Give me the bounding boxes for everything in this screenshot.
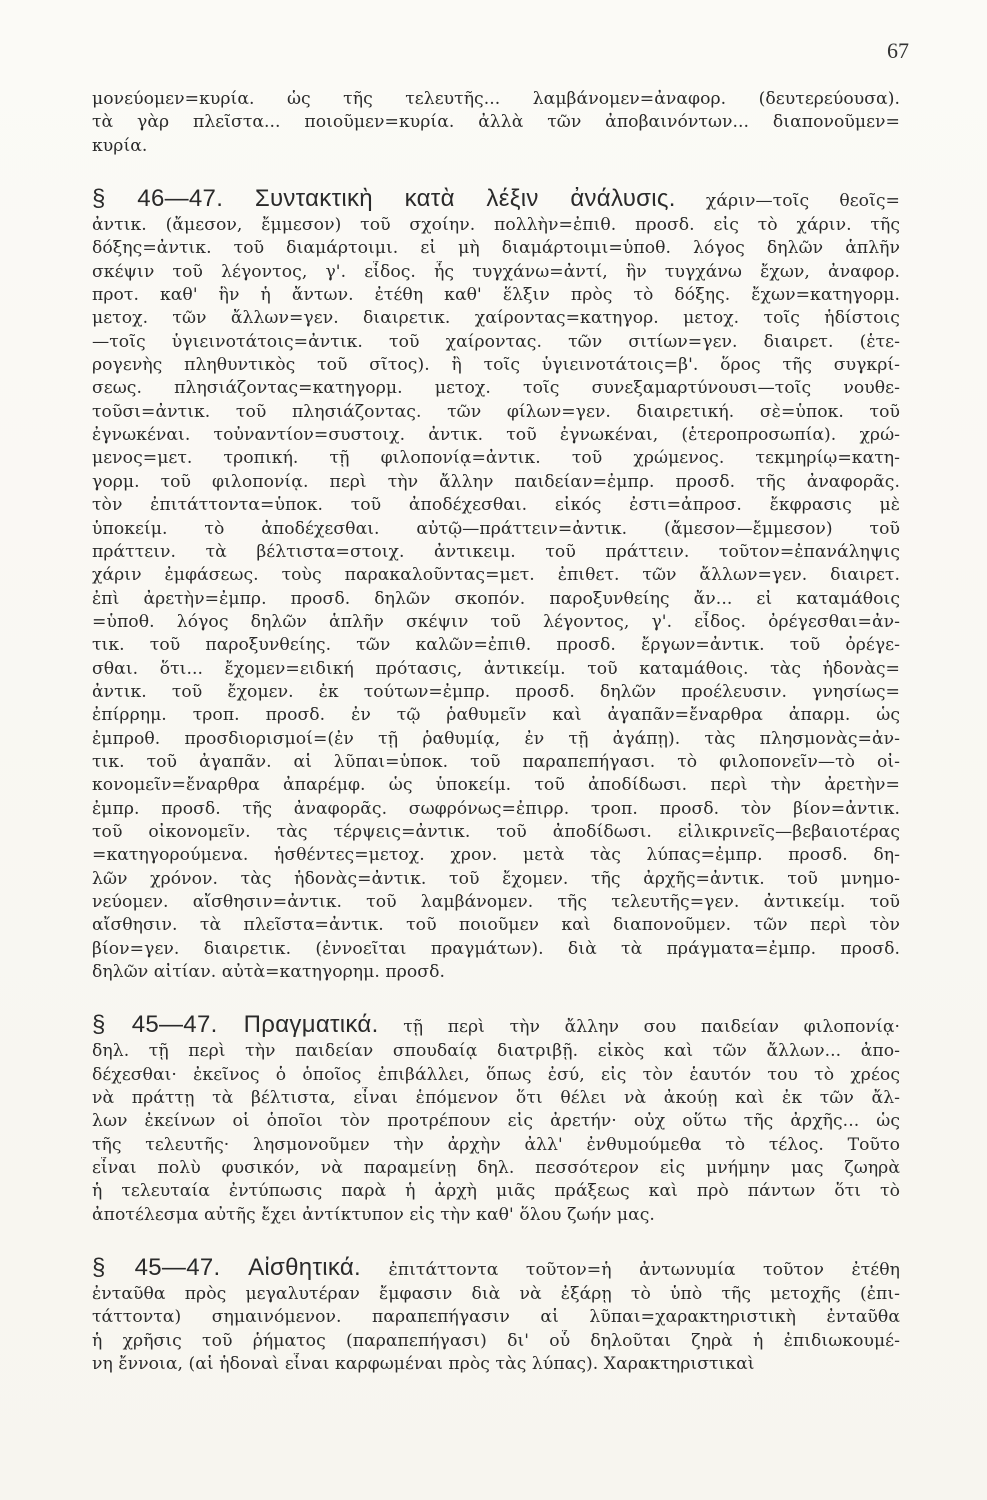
heading-line-text: χάριν—τοῖς θεοῖς= [675,191,900,212]
text-line: εἶναι πολὺ φυσικόν, νὰ παραμείνῃ δηλ. πεσσότερον εἰς μνήμην μας ζωηρὰ [92,1158,900,1179]
text-line: μετοχ. τῶν ἄλλων=γεν. διαιρετικ. χαίροντας=κατηγορ. μετοχ. τοῖς ἡδίστοις [92,308,900,329]
text-line: ἐπὶ ἀρετὴν=ἐμπρ. προσδ. δηλῶν σκοπόν. παροξυνθείης ἄν... εἰ καταμάθοις [92,588,900,609]
text-line: ἐνταῦθα πρὸς μεγαλυτέραν ἔμφασιν διὰ νὰ ἐξάρῃ τὸ ὑπὸ τῆς μετοχῆς (ἐπι- [92,1284,900,1305]
section-heading: § 45—47. Αἰσθητικά. [92,1254,362,1282]
text-line: πράττειν. τὰ βέλτιστα=στοιχ. ἀντικειμ. τοῦ πράττειν. τοῦτον=ἐπανάληψις [92,541,900,562]
text-line: ἡ χρῆσις τοῦ ῥήματος (παραπεπήγασι) δι' οὗ δηλοῦται ζηρὰ ἡ ἐπιδιωκουμέ- [92,1330,900,1351]
page-body [92,88,900,1403]
text-line: τάττοντα) σημαινόμενον. παραπεπήγασιν αἱ λῦπαι=χαρακτηριστικὴ ἐνταῦθα [92,1307,900,1328]
text-line: ρογενὴς πληθυντικὸς τοῦ σῖτος). ἢ τοῖς ὑγιεινοτάτοις=β'. ὅρος τῆς συγκρί- [92,355,900,376]
text-line: ἀντικ. (ἄμεσον, ἔμμεσον) τοῦ σχοίην. πολλὴν=ἐπιθ. προσδ. εἰς τὸ χάριν. τῆς [92,215,900,236]
text-line: νεύομεν. αἴσθησιν=ἀντικ. τοῦ λαμβάνομεν. τῆς τελευτῆς=γεν. ἀντικείμ. τοῦ [92,892,900,912]
text-line: ἐπίρρημ. τροπ. προσδ. ἐν τῷ ῥαθυμεῖν καὶ ἀγαπᾶν=ἔναρθρα ἀπαρμ. ὡς [92,705,900,726]
text-line [92,1253,900,1283]
page-number: 67 [887,38,909,63]
text-line: =ὑποθ. λόγος δηλῶν ἁπλῆν σκέψιν τοῦ λέγοντος, γ'. εἶδος. ὀρέγεσθαι=ἀν- [92,611,900,632]
text-line: ὑποκείμ. τὸ ἀποδέχεσθαι. αὐτῷ—πράττειν=ἀντικ. (ἄμεσον—ἔμμεσον) τοῦ [92,518,900,539]
text-line: τὸν ἐπιτάττοντα=ὑποκ. τοῦ ἀποδέχεσθαι. εἰκός ἐστι=ἀπροσ. ἔκφρασις μὲ [92,495,900,516]
text-line: ἐμπροθ. προσδιορισμοί=(ἐν τῇ ῥαθυμίᾳ, ἐν τῇ ἀγάπῃ). τὰς πλησμονὰς=ἀν- [92,728,900,749]
text-line: σεως. πλησιάζοντας=κατηγορμ. μετοχ. τοῖς συνεξαμαρτύνουσι—τοῖς νουθε- [92,378,900,399]
text-line: αἴσθησιν. τὰ πλεῖστα=ἀντικ. τοῦ ποιοῦμεν καὶ διαπονοῦμεν. τῶν περὶ τὸν [92,915,900,936]
text-line: δηλ. τῇ περὶ τὴν παιδείαν σπουδαίᾳ διατριβῇ. εἰκὸς καὶ τῶν ἄλλων... ἀπο- [92,1041,900,1062]
text-line: ἀποτέλεσμα αὐτῆς ἔχει ἀντίκτυπον εἰς τὴν καθ' ὅλου ζωήν μας. [92,1204,655,1225]
section-heading: § 46—47. Συντακτικὴ κατὰ λέξιν ἀνάλυσις. [92,185,676,213]
section-aisthitika [92,1253,900,1376]
text-line: σκέψιν τοῦ λέγοντος, γ'. εἶδος. ἧς τυγχάνω=ἀντί, ἣν τυγχάνω ἔχων, ἀναφορ. [92,261,900,282]
text-line: ἀντικ. τοῦ ἔχομεν. ἐκ τούτων=ἐμπρ. προσδ. δηλῶν προέλευσιν. γνησίως= [92,681,900,702]
text-line: κυρία. [92,135,148,156]
section-heading: § 45—47. Πραγματικά. [92,1011,379,1039]
text-line: βίον=γεν. διαιρετικ. (ἐννοεῖται πραγμάτων). διὰ τὰ πράγματα=ἐμπρ. προσδ. [92,938,900,959]
text-line: τὰ γὰρ πλεῖστα... ποιοῦμεν=κυρία. ἀλλὰ τῶν ἀποβαινόντων... διαπονοῦμεν= [92,112,900,133]
text-line: =κατηγορούμενα. ἡσθέντες=μετοχ. χρον. μετὰ τὰς λύπας=ἐμπρ. προσδ. δη- [92,845,900,866]
text-line: προτ. καθ' ἣν ἡ ἄντων. ἐτέθη καθ' ἕλξιν πρὸς τὸ δόξης. ἔχων=κατηγορμ. [92,285,900,306]
text-line: κονομεῖν=ἔναρθρα ἀπαρέμφ. ὡς ὑποκείμ. τοῦ ἀποδίδωσι. περὶ τὴν ἀρετὴν= [92,775,900,796]
section-syntaktiki [92,184,900,984]
text-line [92,1010,900,1040]
text-line: σθαι. ὅτι... ἔχομεν=ειδική πρότασις, ἀντικείμ. τοῦ καταμάθοις. τὰς ἡδονὰς= [92,658,900,679]
text-line: γορμ. τοῦ φιλοπονίᾳ. περὶ τὴν ἄλλην παιδείαν=ἐμπρ. προσδ. τῆς ἀναφορᾶς. [92,471,900,492]
text-line: δηλῶν αἰτίαν. αὐτὰ=κατηγορημ. προσδ. [92,962,445,983]
text-line: ἐμπρ. προσδ. τῆς ἀναφορᾶς. σωφρόνως=ἐπιρρ. τροπ. προσδ. τὸν βίον=ἀντικ. [92,798,900,819]
text-line: τικ. τοῦ ἀγαπᾶν. αἱ λῦπαι=ὑποκ. τοῦ παραπεπήγασι. τὸ φιλοπονεῖν—τὸ οἰ- [92,751,900,772]
text-line: χάριν ἐμφάσεως. τοὺς παρακαλοῦντας=μετ. ἐπιθετ. τῶν ἄλλων=γεν. διαιρετ. [92,565,900,586]
text-line: νὰ πράττῃ τὰ βέλτιστα, εἶναι ἑπόμενον ὅτι θέλει νὰ ἀκούῃ καὶ ἐκ τῶν ἄλ- [92,1088,900,1109]
text-line: λῶν χρόνον. τὰς ἡδονὰς=ἀντικ. τοῦ ἔχομεν. τῆς ἀρχῆς=ἀντικ. τοῦ μνημο- [92,868,900,889]
text-line: μονεύομεν=κυρία. ὡς τῆς τελευτῆς... λαμβάνομεν=ἀναφορ. (δευτερεύουσα). [92,89,900,109]
heading-line-text: τῇ περὶ τὴν ἄλλην σου παιδείαν φιλοπονίᾳ· [378,1017,900,1038]
text-line: τοῦ οἰκονομεῖν. τὰς τέρψεις=ἀντικ. τοῦ ἀποδίδωσι. εἰλικρινεῖς—βεβαιοτέρας [92,821,900,842]
text-line: μενος=μετ. τροπική. τῇ φιλοπονίᾳ=ἀντικ. τοῦ χρώμενος. τεκμηρίῳ=κατη- [92,448,900,469]
text-line [92,184,900,214]
text-line: δέχεσθαι· ἐκεῖνος ὁ ὁποῖος ἐπιβάλλει, ὅπως ἐσύ, εἰς τὸν ἑαυτόν του τὸ χρέος [92,1064,900,1085]
text-line: ἐγνωκέναι. τοὐναντίον=συστοιχ. ἀντικ. τοῦ ἐγνωκέναι, (ἑτεροπροσωπία). χρώ- [92,425,900,446]
text-line: νη ἔννοια, (αἱ ἡδοναὶ εἶναι καρφωμέναι πρὸς τὰς λύπας). Χαρακτηριστικαὶ [92,1354,755,1375]
heading-line-text: ἐπιτάττοντα τοῦτον=ἡ ἀντωνυμία τοῦτον ἐτέθη [361,1260,900,1281]
text-line: ἡ τελευταία ἐντύπωσις παρὰ ἡ ἀρχὴ μιᾶς πράξεως καὶ πρὸ πάντων ὅτι τὸ [92,1181,900,1202]
text-line: τικ. τοῦ παροξυνθείης. τῶν καλῶν=ἐπιθ. προσδ. ἔργων=ἀντικ. τοῦ ὀρέγε- [92,635,900,656]
continuation-paragraph [92,88,900,158]
text-line: δόξης=ἀντικ. τοῦ διαμάρτοιμι. εἰ μὴ διαμάρτοιμι=ὑποθ. λόγος δηλῶν ἁπλῆν [92,238,900,259]
section-pragmatika [92,1010,900,1227]
text-line: λων ἐκείνων οἱ ὁποῖοι τὸν προτρέπουν εἰς ἀρετήν· οὐχ οὕτω τῆς ἀρχῆς... ὡς [92,1111,900,1132]
text-line: τῆς τελευτῆς· λησμονοῦμεν τὴν ἀρχὴν ἀλλ' ἐνθυμούμεθα τὸ τέλος. Τοῦτο [92,1134,900,1155]
text-line: τοῦσι=ἀντικ. τοῦ πλησιάζοντας. τῶν φίλων=γεν. διαιρετική. σὲ=ὑποκ. τοῦ [92,401,900,422]
text-line: —τοῖς ὑγιεινοτάτοις=ἀντικ. τοῦ χαίροντας. τῶν σιτίων=γεν. διαιρετ. (ἑτε- [92,331,900,352]
